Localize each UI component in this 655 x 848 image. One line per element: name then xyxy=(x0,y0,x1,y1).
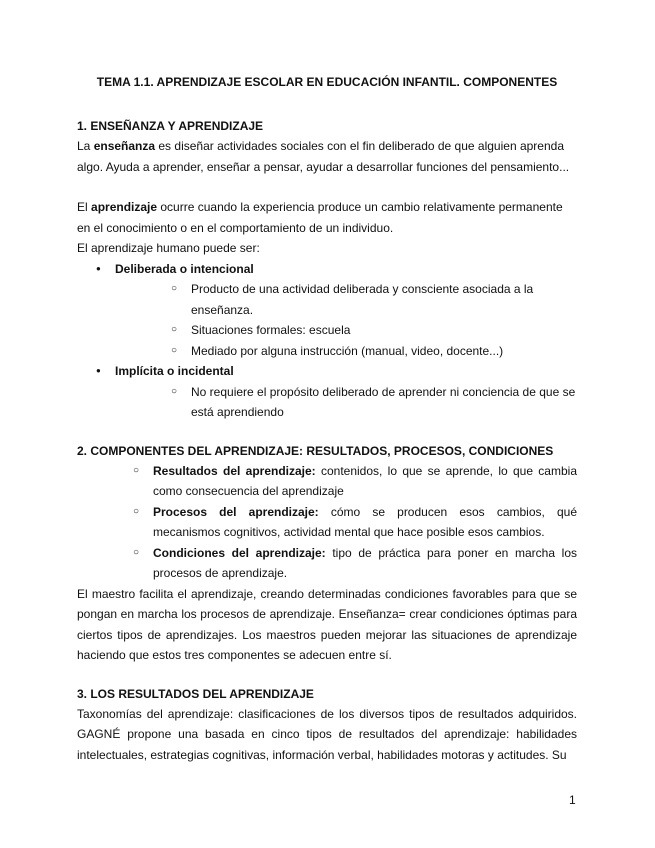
paragraph-taxonomias: Taxonomías del aprendizaje: clasificaciones de los diversos tipos de resultados adquiridos. GAGNÉ propone una basada en cinco tipos de resultados del aprendizaje: habilidades intelectuales, estrategias cognitivas, información verbal, habilidades motoras y actitudes. Su xyxy=(77,706,577,762)
list-item: ○ No requiere el propósito deliberado de aprender ni conciencia de que se está aprendiendo xyxy=(115,382,577,423)
paragraph-maestro: El maestro facilita el aprendizaje, creando determinadas condiciones favorables para que se pongan en marcha los procesos de aprendizaje. Enseñanza= crear condiciones óptimas para ciertos tipos de aprendizajes. Los maestros pueden mejorar las situaciones de aprendizaje haciendo que estos tres componentes se adecuen entre sí. xyxy=(77,586,577,662)
section-heading: 3. LOS RESULTADOS DEL APRENDIZAJE xyxy=(77,686,314,701)
text-segment: La xyxy=(77,139,94,153)
section-componentes xyxy=(77,441,577,666)
list-item xyxy=(77,543,577,584)
text-segment: contenidos, lo que se aprende, lo que cambia como consecuencia del aprendizaje xyxy=(153,463,577,498)
list-item: ○ Situaciones formales: escuela xyxy=(115,320,577,341)
section-ensenanza-aprendizaje xyxy=(77,116,577,423)
sub-list xyxy=(115,279,577,361)
list-item: ○ Mediado por alguna instrucción (manual, video, docente...) xyxy=(115,341,577,362)
text-segment: El xyxy=(77,200,92,214)
page-number: 1 xyxy=(569,793,576,807)
section-resultados xyxy=(77,684,577,766)
section-heading: 2. COMPONENTES DEL APRENDIZAJE: RESULTADOS, PROCESOS, CONDICIONES xyxy=(77,443,554,458)
paragraph-intro-list: El aprendizaje humano puede ser: xyxy=(77,241,260,255)
text-segment: tipo de práctica para poner en marcha los procesos de aprendizaje. xyxy=(153,545,578,580)
list-item: ○ Producto de una actividad deliberada y consciente asociada a la enseñanza. xyxy=(115,279,577,320)
list-item-label: Implícita o incidental xyxy=(115,364,234,378)
list-item xyxy=(77,502,577,543)
section-heading: 1. ENSEÑANZA Y APRENDIZAJE xyxy=(77,119,264,133)
page-title: TEMA 1.1. APRENDIZAJE ESCOLAR EN EDUCACIÓN INFANTIL. COMPONENTES xyxy=(96,75,558,89)
list-item-label: Deliberada o intencional xyxy=(115,261,254,276)
components-list xyxy=(77,461,577,584)
list-item xyxy=(77,259,577,362)
paragraph-aprendizaje xyxy=(77,197,577,238)
paragraph-spacer xyxy=(77,177,577,197)
paragraph-ensenanza xyxy=(77,136,577,177)
text-segment: es diseñar actividades sociales con el fin deliberado de que alguien aprenda algo. Ayuda a aprender, enseñar a pensar, ayudar a desarrollar funciones del pensamiento... xyxy=(77,139,570,174)
bold-term: Procesos del aprendizaje: xyxy=(153,504,319,519)
list-item xyxy=(77,361,577,423)
bold-term: Condiciones del aprendizaje: xyxy=(153,545,326,560)
page-content xyxy=(77,72,577,783)
sub-list xyxy=(115,382,577,423)
list-item xyxy=(77,461,577,502)
text-segment: ocurre cuando la experiencia produce un cambio relativamente permanente en el conocimiento o en el comportamiento de un individuo. xyxy=(77,200,563,235)
text-segment: cómo se producen esos cambios, qué mecanismos cognitivos, actividad mental que hace posible esos cambios. xyxy=(153,504,577,539)
learning-types-list xyxy=(77,259,577,423)
bold-term: enseñanza xyxy=(93,139,156,153)
bold-term: aprendizaje xyxy=(91,200,158,214)
bold-term: Resultados del aprendizaje: xyxy=(153,463,316,478)
